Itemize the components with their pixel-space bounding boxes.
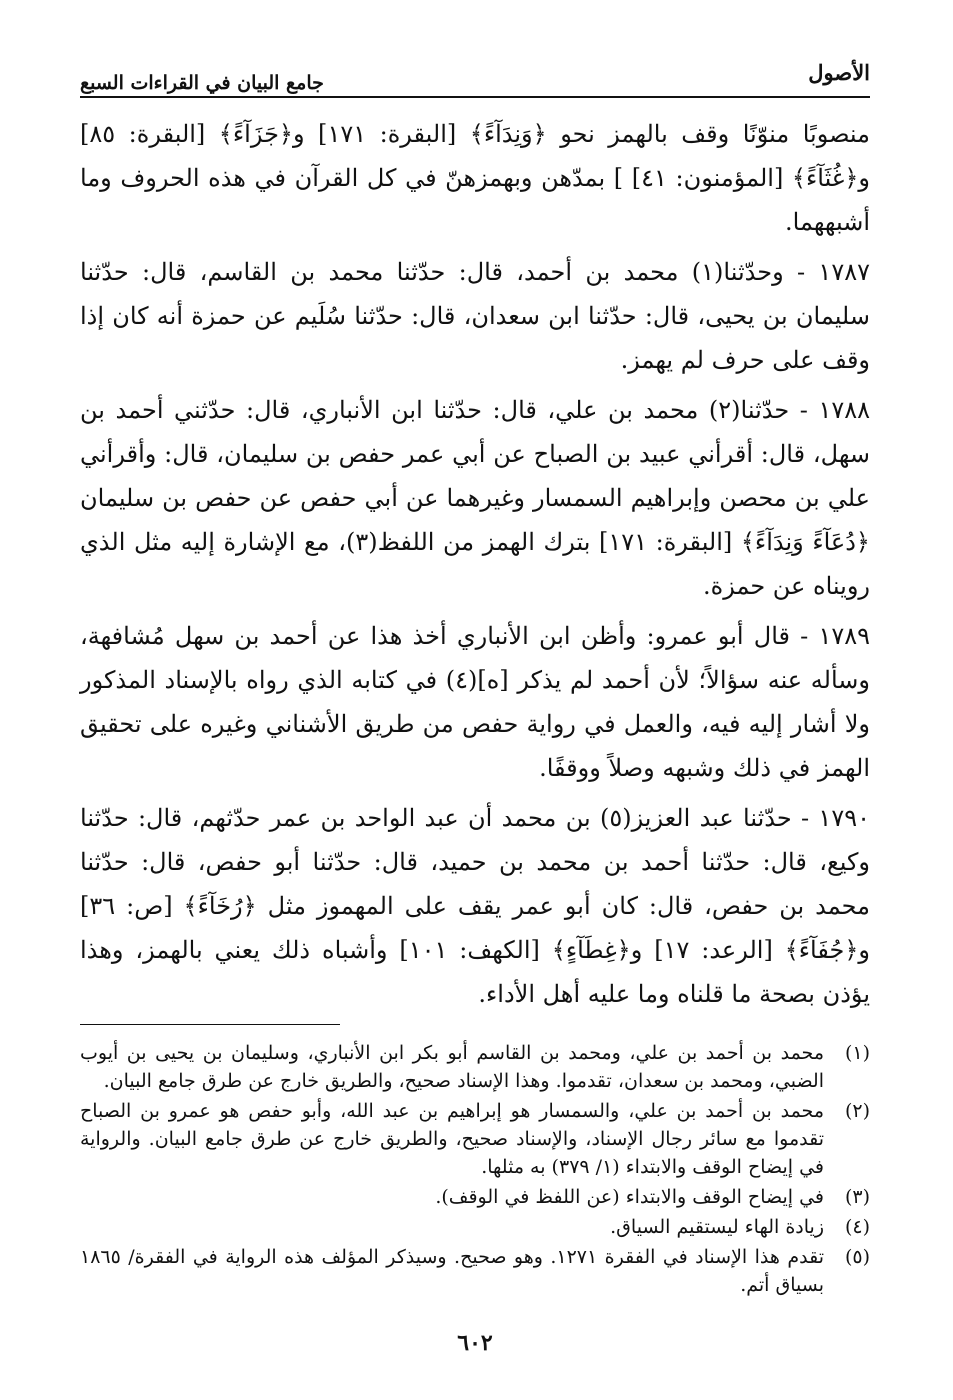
footnotes [80, 1039, 870, 1299]
section-title: الأصول [808, 60, 870, 85]
footnote-number: (٣) [844, 1186, 870, 1208]
footnote-text: محمد بن أحمد بن علي، ومحمد بن القاسم أبو بكر ابن الأنباري، وسليمان بن يحيى بن أيوب الضبي، ومحمد بن سعدان، تقدموا. وهذا الإسناد صحيح، والطريق خارج عن طرق جامع البيان. [80, 1042, 824, 1092]
paragraph-1790: ١٧٩٠ - حدّثنا عبد العزيز(٥) بن محمد أن عبد الواحد بن عمر حدّثهم، قال: حدّثنا وكيع، قال: حدّثنا أحمد بن محمد بن حميد، قال: حدّثنا أبو حفص، قال: حدّثنا محمد بن حفص، قال: كان أبو عمر يقف على المهموز مثل ﴿رُخَآءً﴾ [ص: ٣٦] و﴿جُفَآءً﴾ [الرعد: ١٧] و﴿غِطَآءٍ﴾ [الكهف: ١٠١] وأشباه ذلك يعني بالهمز، وهذا يؤذن بصحة ما قلناه وما عليه أهل الأداء. [80, 804, 871, 1008]
footnote [80, 1243, 870, 1299]
footnote-text: تقدم هذا الإسناد في الفقرة ١٢٧١. وهو صحيح. وسيذكر المؤلف هذه الرواية في الفقرة/ ١٨٦٥ بسياق أتم. [80, 1246, 824, 1296]
book-page [80, 52, 870, 1382]
main-text [80, 112, 870, 1016]
footnote [80, 1039, 870, 1095]
page-number: ٦٠٢ [457, 1330, 493, 1356]
footnote [80, 1097, 870, 1181]
book-title: جامع البيان في القراءات السبع [80, 72, 324, 94]
footnote [80, 1183, 870, 1211]
footnote-number: (١) [844, 1042, 870, 1064]
paragraph-1789: ١٧٨٩ - قال أبو عمرو: وأظن ابن الأنباري أخذ هذا عن أحمد بن سهل مُشافهة، وسأله عنه سؤالاً؛ لأن أحمد لم يذكر [ه](٤) في كتابه الذي رواه بالإسناد المذكور ولا أشار إليه فيه، والعمل في رواية حفص من طريق الأشناني وغيره على تحقيق الهمز في ذلك وشبهه وصلاً ووقفًا. [80, 622, 870, 782]
footnote-number: (٤) [844, 1216, 870, 1238]
paragraph-continuation: منصوبًا منوّنًا وقف بالهمز نحو ﴿وَنِدَآءً﴾ [البقرة: ١٧١] و﴿جَزَآءً﴾ [البقرة: ٨٥] و﴿غُثَآءً﴾ [المؤمنون: ٤١] ] بمدّهن وبهمزهنّ في كل القرآن في هذه الحروف وما أشبههما. [80, 120, 871, 236]
footnote-separator [80, 1024, 340, 1025]
footnote-text: زيادة الهاء ليستقيم السياق. [610, 1216, 824, 1238]
paragraph-1788: ١٧٨٨ - حدّثنا(٢) محمد بن علي، قال: حدّثنا ابن الأنباري، قال: حدّثني أحمد بن سهل، قال: أقرأني عبيد بن الصباح عن أبي عمر حفص بن سليمان، قال: وأقرأني علي بن محصن وإبراهيم السمسار وغيرهما عن أبي حفص عن حفص بن سليمان ﴿دُعَآءً وَنِدَآءً﴾ [البقرة: ١٧١] بترك الهمز من اللفظ(٣)، مع الإشارة إليه مثل الذي رويناه عن حمزة. [80, 396, 870, 600]
paragraph-1787: ١٧٨٧ - وحدّثنا(١) محمد بن أحمد، قال: حدّثنا محمد بن القاسم، قال: حدّثنا سليمان بن يحيى، قال: حدّثنا ابن سعدان، قال: حدّثنا سُلَيم عن حمزة أنه كان إذا وقف على حرف لم يهمز. [80, 258, 870, 374]
footnote-number: (٢) [844, 1100, 870, 1122]
footnote-text: محمد بن أحمد بن علي، والسمسار هو إبراهيم بن عبد الله، وأبو حفص هو عمرو بن الصباح تقدموا مع سائر رجال الإسناد، والإسناد صحيح، والطريق خارج عن طرق جامع البيان. والرواية في إيضاح الوقف والابتداء (١/ ٣٧٩) به مثلها. [80, 1100, 824, 1178]
footnote [80, 1213, 870, 1241]
footnote-number: (٥) [844, 1246, 870, 1268]
footnote-text: في إيضاح الوقف والابتداء (عن اللفظ في الوقف). [435, 1186, 824, 1208]
page-header [80, 52, 870, 98]
